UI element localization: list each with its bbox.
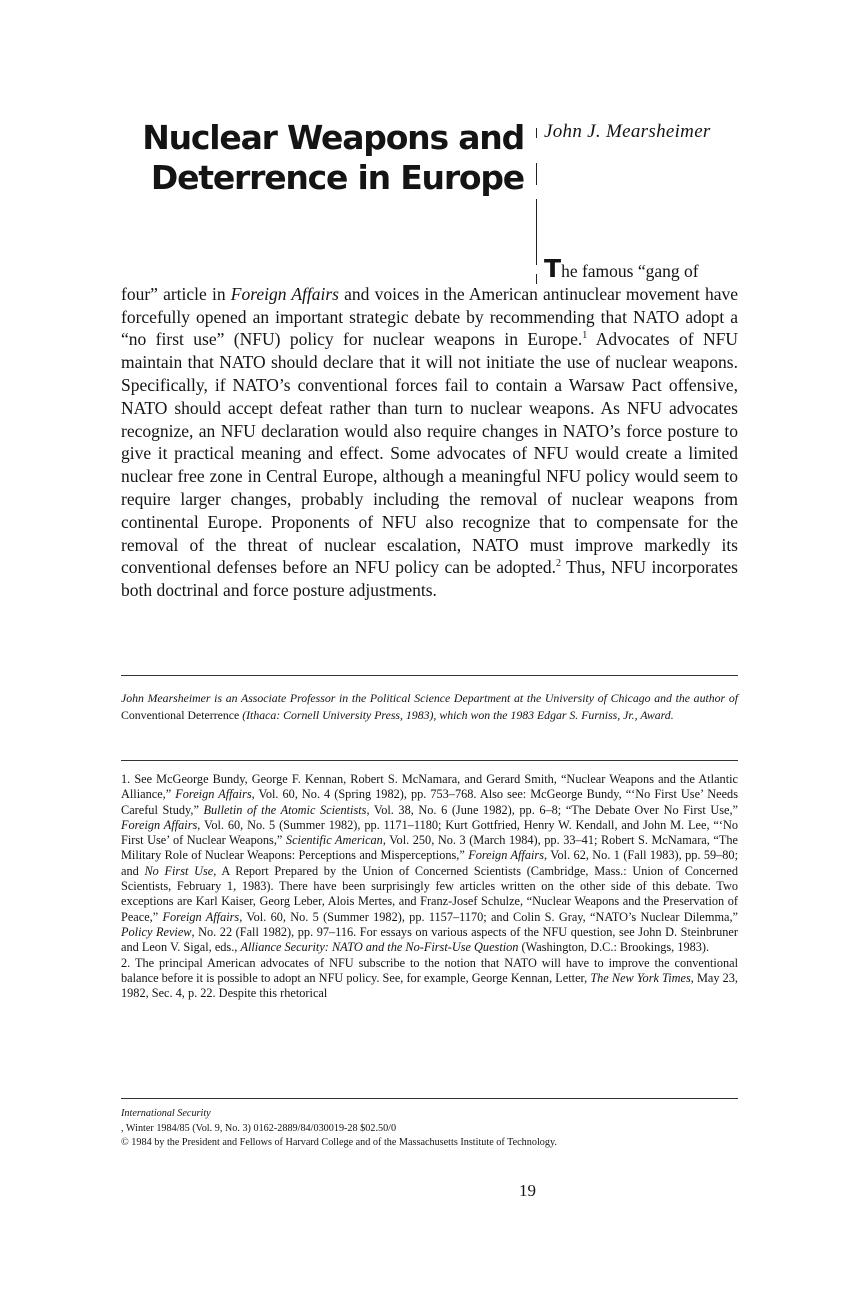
footnote-1: 1. See McGeorge Bundy, George F. Kennan, Robert S. McNamara, and Gerard Smith, “Nuclear Weapons and the Atlantic Alliance,” Foreign Affairs, Vol. 60, No. 4 (Spring 1982), pp. 753–768. Also see: McGeorge Bundy, “‘No First Use’ Needs Careful Study,” Bulletin of the Atomic Scientists, Vol. 38, No. 6 (June 1982), pp. 6–8; “The Debate Over No First Use,” Foreign Affairs, Vol. 60, No. 5 (Summer 1982), pp. 1171–1180; Kurt Gottfried, Henry W. Kendall, and John M. Lee, “‘No First Use’ of Nuclear Weapons,” Scientific American, Vol. 250, No. 3 (March 1984), pp. 33–41; Robert S. McNamara, “The Military Role of Nuclear Weapons: Perceptions and Misperceptions,” Foreign Affairs, Vol. 62, No. 1 (Fall 1983), pp. 59–80; and No First Use, A Report Prepared by the Union of Concerned Scientists (Cambridge, Mass.: Union of Concerned Scientists, February 1, 1983). There have been surprisingly few articles written on the other side of this debate. Two exceptions are Karl Kaiser, Georg Leber, Alois Mertes, and Franz-Josef Schulze, “Nuclear Weapons and the Preservation of Peace,” Foreign Affairs, Vol. 60, No. 5 (Summer 1982), pp. 1157–1170; and Colin S. Gray, “NATO’s Nuclear Dilemma,” Policy Review, No. 22 (Fall 1982), pp. 97–116. For essays on various aspects of the NFU question, see John D. Steinbruner and Leon V. Sigal, eds., Alliance Security: NATO and the No-First-Use Question (Washington, D.C.: Brookings, 1983). — [121, 772, 738, 955]
footnote-ref-1[interactable]: 1 — [582, 330, 588, 342]
body-paragraph: The famous “gang of four” article in Foreign Affairs and voices in the American antinuclear movement have forcefully opened an important strategic debate by recommending that NATO adopt a “no first use” (NFU) policy for nuclear weapons in Europe.$^1$ Advocates of NFU maintain that NATO should declare that it will not initiate the use of nuclear weapons. Specifically, if NATO’s conventional forces fail to contain a Warsaw Pact offensive, NATO should accept defeat rather than turn to nuclear weapons. As NFU advocates recognize, an NFU declaration would also require changes in NATO’s force posture to give it practical meaning and effect. Some advocates of NFU would create a limited nuclear free zone in Central Europe, although a meaningful NFU policy would seem to require larger changes, probably including the removal of nuclear weapons from continental Europe. Proponents of NFU also recognize that to compensate for the removal of the threat of nuclear escalation, NATO must improve markedly its conventional defenses before an NFU policy can be adopted.$^2$ Thus, NFU incorporates both doctrinal and force posture adjustments. — [121, 254, 739, 601]
title-line-1: Nuclear Weapons and — [142, 118, 524, 157]
journal-title: Foreign Affairs — [230, 283, 339, 304]
footnotes — [121, 772, 738, 1001]
author-byline: John J. Mearsheimer — [544, 121, 711, 142]
citation-divider — [121, 1098, 738, 1099]
footnote-2: 2. The principal American advocates of NFU subscribe to the notion that NATO will have to improve the conventional balance before it is possible to adopt an NFU policy. See, for example, George Kennan, Letter, The New York Times, May 23, 1982, Sec. 4, p. 22. Despite this rhetorical — [121, 955, 738, 1001]
copyright-line: © 1984 by the President and Fellows of Harvard College and of the Massachusetts Institute of Technology. — [121, 1137, 557, 1148]
journal-citation — [121, 1107, 738, 1151]
title-divider-rule — [536, 163, 537, 185]
journal-name: International Security — [121, 1108, 211, 1119]
author-bio-note: John Mearsheimer is an Associate Professor in the Political Science Department at the University of Chicago and the author of Conventional Deterrence (Ithaca: Cornell University Press, 1983), which won the 1983 Edgar S. Furniss, Jr., Award. — [121, 691, 738, 722]
citation-line-1: International Security , Winter 1984/85 (Vol. 9, No. 3) 0162-2889/84/030019-28 $02.50/0 — [121, 1108, 397, 1134]
page-number: 19 — [519, 1181, 536, 1200]
article-title — [130, 118, 524, 198]
book-title: Conventional Deterrence — [121, 707, 240, 722]
title-line-2: Deterrence in Europe — [150, 158, 524, 197]
footnote-ref-2[interactable]: 2 — [556, 558, 561, 570]
title-divider-rule — [536, 128, 537, 138]
body-first-line: The famous “gang of — [544, 254, 699, 283]
section-divider — [121, 675, 738, 676]
footnote-divider — [121, 760, 738, 761]
drop-cap: T — [544, 254, 562, 283]
